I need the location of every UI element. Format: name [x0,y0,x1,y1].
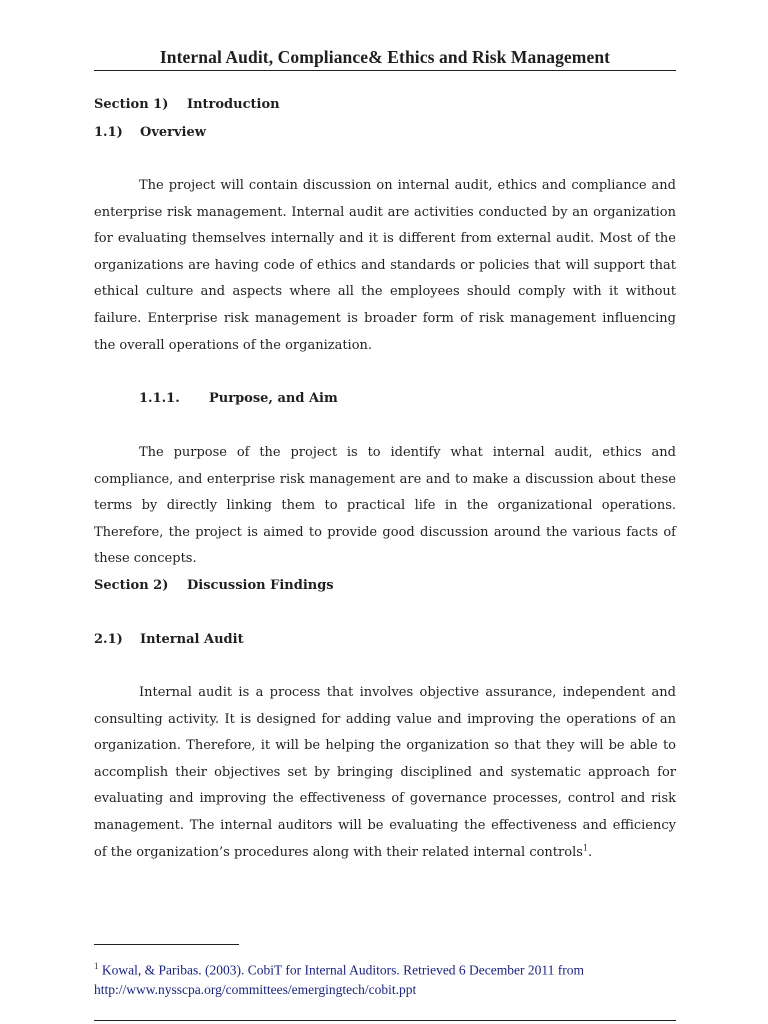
internal-audit-number: 2.1) [94,632,123,647]
internal-audit-period: . [588,844,593,860]
purpose-heading [139,391,338,406]
overview-label: Overview [140,125,206,140]
overview-number: 1.1) [94,125,123,140]
page-bottom-rule [94,1020,676,1021]
internal-audit-text: Internal audit is a process that involves objective assurance, independent and consulting activity. It is designed for adding value and improving the operations of an organization. Therefore, it will be helping the organization so that they will be able to accomplish their objectives set by bringing disciplined and systematic approach for evaluating and improving the effectiveness of governance processes, control and risk management. The internal auditors will be evaluating the effectiveness and efficiency of the organization’s procedures along with their related internal controls [94,685,676,860]
internal-audit-heading [94,632,244,647]
internal-audit-paragraph [94,680,676,866]
footnote-marker: 1 [94,961,99,971]
section-2-heading [94,578,334,593]
section-2-label: Discussion Findings [187,578,334,593]
section-1-heading [94,97,280,112]
purpose-number: 1.1.1. [139,391,180,406]
footnote-text[interactable]: Kowal, & Paribas. (2003). CobiT for Internal Auditors. Retrieved 6 December 2011 from http://www.nysscpa.org/committees/emergingtech/cobit.ppt [94,962,585,997]
internal-audit-label: Internal Audit [140,632,244,647]
footnote-separator [94,944,239,945]
section-2-number: Section 2) [94,578,169,593]
footnote-reference[interactable]: 1 [582,843,588,853]
section-1-number: Section 1) [94,97,169,112]
footnote [94,957,694,999]
overview-heading [94,125,206,140]
purpose-paragraph: The purpose of the project is to identify what internal audit, ethics and compliance, and enterprise risk management are and to make a discussion about these terms by directly linking them to practical life in the organizational operations. Therefore, the project is aimed to provide good discussion around the various facts of these concepts. [94,445,676,567]
section-1-label: Introduction [187,97,280,112]
document-title: Internal Audit, Compliance& Ethics and Risk Management [94,47,676,71]
purpose-label: Purpose, and Aim [209,391,338,406]
overview-paragraph: The project will contain discussion on internal audit, ethics and compliance and enterprise risk management. Internal audit are activities conducted by an organization for evaluating themselves internally and it is different from external audit. Most of the organizations are having code of ethics and standards or policies that will support that ethical culture and aspects where all the employees should comply with it without failure. Enterprise risk management is broader form of risk management influencing the overall operations of the organization. [94,178,676,353]
